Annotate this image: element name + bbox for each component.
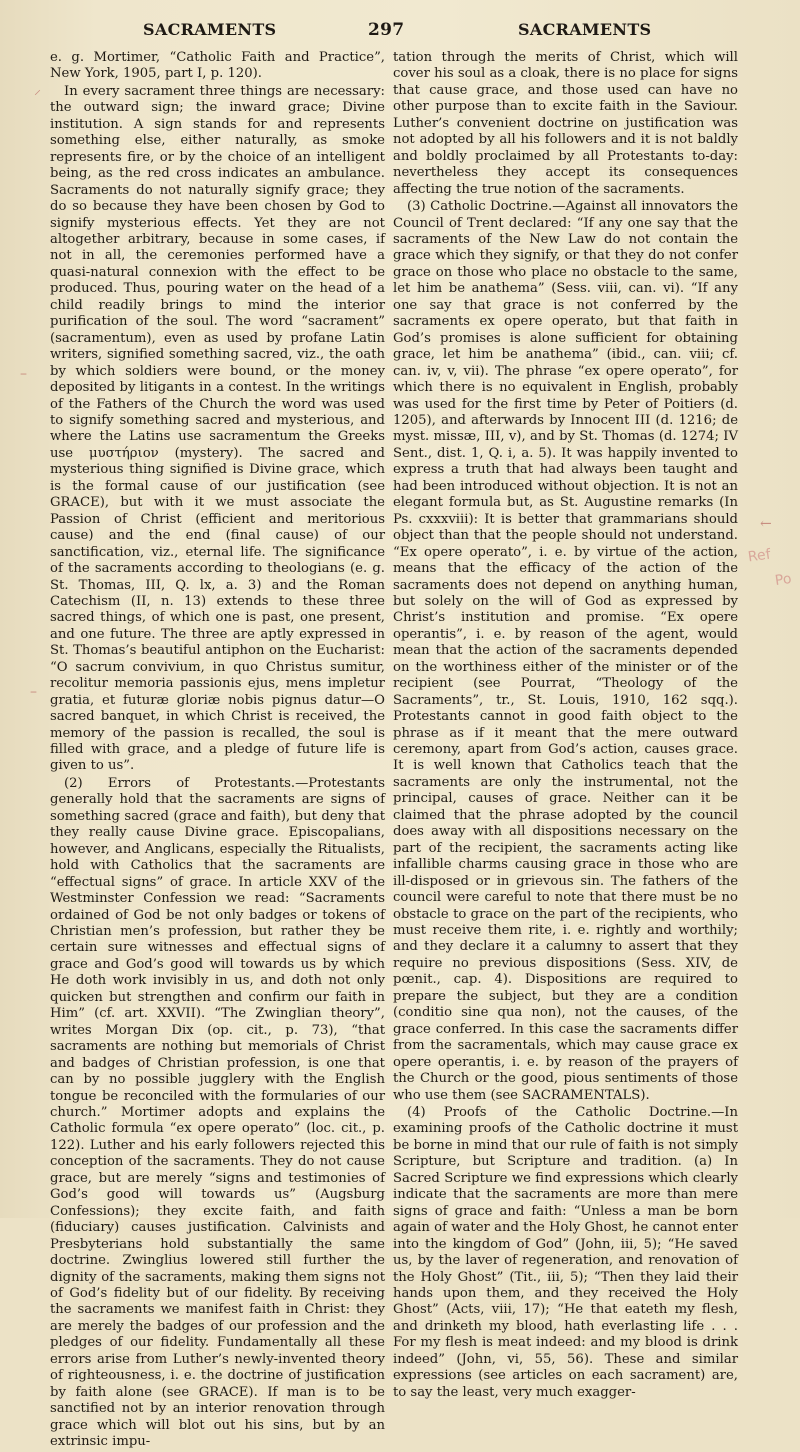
page-number: 297 bbox=[368, 20, 405, 40]
right-column bbox=[393, 50, 738, 1402]
margin-note-2: Po bbox=[773, 570, 793, 590]
right-paragraph-2: (3) Catholic Doctrine.—Against all innovators the Council of Trent declared: “If any one say that the sacraments of the New Law do not contain the grace which they signify, or that they do not confer grace on those who place no obstacle to the same, let him be anathema” (Sess. viii, can. vi). “If any one say that grace is not conferred by the sacraments ex opere operato, but that faith in God’s promises is alone sufficient for obtaining grace, let him be anathema” (ibid., can. viii; cf. can. iv, v, vii). The phrase “ex opere operato”, for which there is no equivalent in English, probably was used for the first time by Peter of Poitiers (d. 1205), and afterwards by Innocent III (d. 1216; de myst. missæ, III, v), and by St. Thomas (d. 1274; IV Sent., dist. 1, Q. i, a. 5). It was happily invented to express a truth that had always been taught and had been introduced without objection. It is not an elegant formula but, as St. Augustine remarks (In Ps. cxxxviii): It is better that grammarians should object than that the people should not understand. “Ex opere operato”, i. e. by virtue of the action, means that the efficacy of the action of the sacraments does not depend on anything human, but solely on the will of God as expressed by Christ’s institution and promise. “Ex opere operantis”, i. e. by reason of the agent, would mean that the action of the sacraments depended on the worthiness either of the minister or of the recipient (see Pourrat, “Theology of the Sacraments”, tr., St. Louis, 1910, 162 sqq.). Protestants cannot in good faith object to the phrase as if it meant that the mere outward ceremony, apart from God’s action, causes grace. It is well known that Catholics teach that the sacraments are only the instrumental, not the principal, causes of grace. Neither can it be claimed that the phrase adopted by the council does away with all dispositions necessary on the part of the recipient, the sacraments acting like infallible charms causing grace in those who are ill-disposed or in grievous sin. The fathers of the council were careful to note that there must be no obstacle to grace on the part of the recipients, who must receive them rite, i. e. rightly and worthily; and they declare it a calumny to assert that they require no previous dispositions (Sess. XIV, de pœnit., cap. 4). Dispositions are required to prepare the subject, but they are a condition (conditio sine qua non), not the causes, of the grace conferred. In this case the sacraments differ from the sacramentals, which may cause grace ex opere operantis, i. e. by reason of the prayers of the Church or the good, pious sentiments of those who use them (see SACRAMENTALS). bbox=[393, 199, 738, 1103]
left-column bbox=[50, 50, 385, 1452]
left-paragraph-3: (2) Errors of Protestants.—Protestants generally hold that the sacraments are signs of something sacred (grace and faith), but deny that they really cause Divine grace. Episcopalians, however, and Anglicans, especially the Ritualists, hold with Catholics that the sacraments are “effectual signs” of grace. In article XXV of the Westminster Confession we read: “Sacraments ordained of God be not only badges or tokens of Christian men’s profession, but rather they be certain sure witnesses and effectual signs of grace and God’s good will towards us by which He doth work invisibly in us, and doth not only quicken but strengthen and confirm our faith in Him” (cf. art. XXVII). “The Zwinglian theory”, writes Morgan Dix (op. cit., p. 73), “that sacraments are nothing but memorials of Christ and badges of Christian profession, is one that can by no possible jugglery with the English tongue be reconciled with the formularies of our church.” Mortimer adopts and explains the Catholic formula “ex opere operato” (loc. cit., p. 122). Luther and his early followers rejected this conception of the sacraments. They do not cause grace, but are merely “signs and testimonies of God’s good will towards us” (Augsburg Confessions); they excite faith, and faith (fiduciary) causes justification. Calvinists and Presbyterians hold substantially the same doctrine. Zwinglius lowered still further the dignity of the sacraments, making them signs not of God’s fidelity but of our fidelity. By receiving the sacraments we manifest faith in Christ: they are merely the badges of our profession and the pledges of our fidelity. Fundamentally all these errors arise from Luther’s newly-invented theory of righteousness, i. e. the doctrine of justification by faith alone (see GRACE). If man is to be sanctified not by an interior renovation through grace which will blot out his sins, but by an extrinsic impu- bbox=[50, 775, 385, 1450]
pencil-tick-icon: ⸝ bbox=[34, 82, 41, 98]
left-paragraph-2: In every sacrament three things are necessary: the outward sign; the inward grace; Divine institution. A sign stands for and represents something else, either naturally, as smoke represents fire, or by the choice of an intelligent being, as the red cross indicates an ambulance. Sacraments do not naturally signify grace; they do so because they have been chosen by God to signify mysterious effects. Yet they are not altogether arbitrary, because in some cases, if not in all, the ceremonies performed have a quasi-natural connexion with the effect to be produced. Thus, pouring water on the head of a child readily brings to mind the interior purification of the soul. The word “sacrament” (sacramentum), even as used by profane Latin writers, signified something sacred, viz., the oath by which soldiers were bound, or the money deposited by litigants in a contest. In the writings of the Fathers of the Church the word was used to signify something sacred and mysterious, and where the Latins use sacramentum the Greeks use μυστήριον (mystery). The sacred and mysterious thing signified is Divine grace, which is the formal cause of our justification (see GRACE), but with it we must associate the Passion of Christ (efficient and meritorious cause) and the end (final cause) of our sanctification, viz., eternal life. The significance of the sacraments according to theologians (e. g. St. Thomas, III, Q. lx, a. 3) and the Roman Catechism (II, n. 13) extends to these three sacred things, of which one is past, one present, and one future. The three are aptly expressed in St. Thomas’s beautiful antiphon on the Eucharist: “O sacrum convivium, in quo Christus sumitur, recolitur memoria passionis ejus, mens impletur gratia, et futuræ gloriæ nobis pignus datur—O sacred banquet, in which Christ is received, the memory of the passion is recalled, the soul is filled with grace, and a pledge of future life is given to us”. bbox=[50, 83, 385, 774]
right-paragraph-3: (4) Proofs of the Catholic Doctrine.—In examining proofs of the Catholic doctrine it must be borne in mind that our rule of faith is not simply Scripture, but Scripture and tradition. (a) In Sacred Scripture we find expressions which clearly indicate that the sacraments are more than mere signs of grace and faith: “Unless a man be born again of water and the Holy Ghost, he cannot enter into the kingdom of God” (John, iii, 5); “He saved us, by the laver of regeneration, and renovation of the Holy Ghost” (Tit., iii, 5); “Then they laid their hands upon them, and they received the Holy Ghost” (Acts, viii, 17); “He that eateth my flesh, and drinketh my blood, hath everlasting life . . . For my flesh is meat indeed: and my blood is drink indeed” (John, vi, 55, 56). These and similar expressions (see articles on each sacrament) are, to say the least, very much exagger- bbox=[393, 1105, 738, 1400]
running-head-left: SACRAMENTS bbox=[143, 20, 277, 39]
pencil-tick-icon: – bbox=[30, 684, 37, 700]
margin-note-1: Ref bbox=[746, 546, 772, 566]
pencil-tick-icon: – bbox=[20, 366, 27, 382]
right-paragraph-1: tation through the merits of Christ, which will cover his soul as a cloak, there is no place for signs that cause grace, and those used can have no other purpose than to excite faith in the Saviour. Luther’s convenient doctrine on justification was not adopted by all his followers and it is not baldly and boldly proclaimed by all Protestants to-day: nevertheless they accept its consequences affecting the true notion of the sacraments. bbox=[393, 50, 738, 197]
running-head-right: SACRAMENTS bbox=[518, 20, 652, 39]
pencil-mark-icon: ← bbox=[760, 516, 772, 532]
left-paragraph-1: e. g. Mortimer, “Catholic Faith and Practice”, New York, 1905, part I, p. 120). bbox=[50, 50, 385, 82]
